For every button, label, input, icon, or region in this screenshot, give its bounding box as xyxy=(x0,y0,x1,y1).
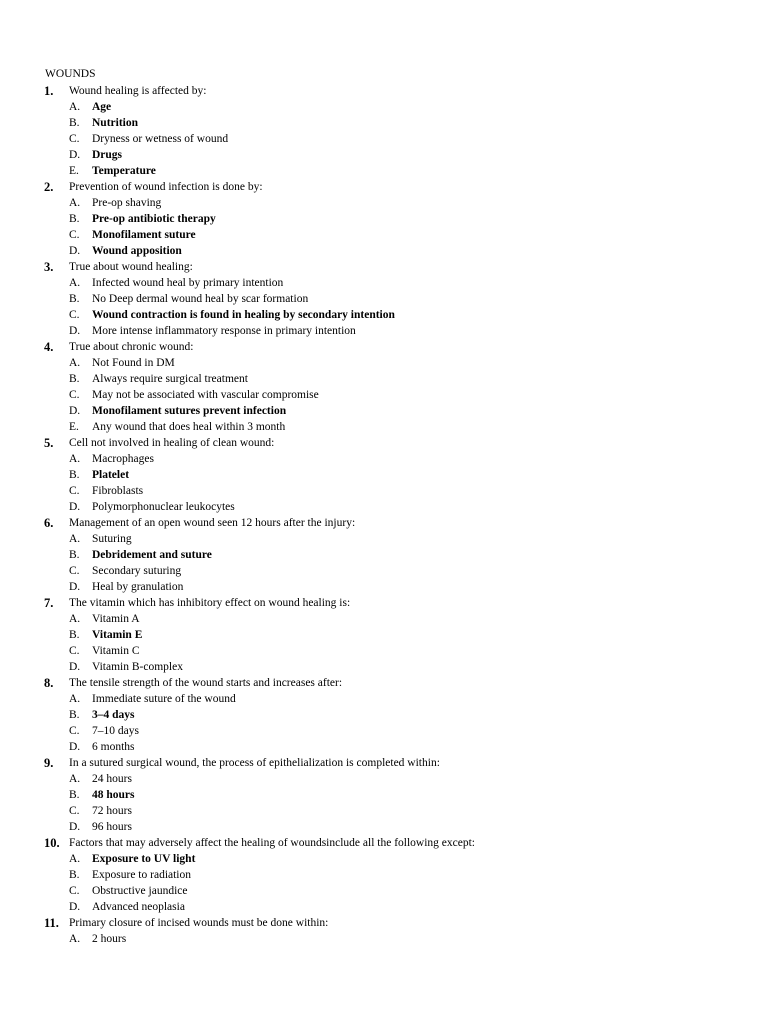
question-5 xyxy=(0,435,768,451)
option-letter: B. xyxy=(69,469,80,481)
option-letter: D. xyxy=(69,741,81,753)
answer-option xyxy=(0,99,768,115)
question-9 xyxy=(0,755,768,771)
option-letter: A. xyxy=(69,613,81,625)
option-text-highlighted: Temperature xyxy=(92,165,156,177)
answer-option xyxy=(0,499,768,515)
option-text-highlighted: Drugs xyxy=(92,149,123,161)
answer-option xyxy=(0,739,768,755)
answer-option xyxy=(0,643,768,659)
question-text: True about chronic wound: xyxy=(69,341,194,353)
option-letter: B. xyxy=(69,213,80,225)
option-text: Suturing xyxy=(92,533,132,545)
answer-option xyxy=(0,275,768,291)
answer-option xyxy=(0,627,768,643)
option-text: Not Found in DM xyxy=(92,357,175,369)
answer-option xyxy=(0,387,768,403)
question-3 xyxy=(0,259,768,275)
answer-option xyxy=(0,243,768,259)
option-text-highlighted: Debridement and suture xyxy=(92,549,212,561)
option-letter: C. xyxy=(69,885,80,897)
option-text: 7–10 days xyxy=(92,725,139,737)
answer-option xyxy=(0,899,768,915)
question-list xyxy=(0,83,768,947)
option-text-highlighted: Monofilament sutures prevent infection xyxy=(92,405,287,417)
option-letter: B. xyxy=(69,549,80,561)
option-text-highlighted: Exposure to UV light xyxy=(92,853,196,865)
option-text-highlighted: Platelet xyxy=(92,469,130,481)
option-text: Heal by granulation xyxy=(92,581,184,593)
option-text-highlighted: Pre-op antibiotic therapy xyxy=(92,213,216,225)
option-text: Dryness or wetness of wound xyxy=(92,133,229,145)
option-letter: B. xyxy=(69,373,80,385)
option-text: Obstructive jaundice xyxy=(92,885,188,897)
option-letter: D. xyxy=(69,901,81,913)
option-text: Fibroblasts xyxy=(92,485,144,497)
answer-option xyxy=(0,819,768,835)
answer-option xyxy=(0,787,768,803)
question-number: 2. xyxy=(44,180,54,194)
answer-option xyxy=(0,931,768,947)
option-text-highlighted: Monofilament suture xyxy=(92,229,196,241)
option-letter: D. xyxy=(69,325,81,337)
question-number: 8. xyxy=(44,676,54,690)
option-letter: C. xyxy=(69,309,80,321)
option-text: Exposure to radiation xyxy=(92,869,192,881)
option-text-highlighted: Vitamin E xyxy=(92,629,143,641)
option-text: Infected wound heal by primary intention xyxy=(92,277,284,289)
option-letter: E. xyxy=(69,165,79,177)
option-text: Macrophages xyxy=(92,453,154,465)
question-11 xyxy=(0,915,768,931)
option-letter: D. xyxy=(69,245,81,257)
option-letter: E. xyxy=(69,421,79,433)
option-text-highlighted: Wound contraction is found in healing by secondary intention xyxy=(92,309,395,321)
option-letter: D. xyxy=(69,405,81,417)
option-letter: D. xyxy=(69,501,81,513)
option-text: Vitamin A xyxy=(92,613,140,625)
answer-option xyxy=(0,131,768,147)
document-title: WOUNDS xyxy=(45,68,96,80)
option-text-highlighted: 3–4 days xyxy=(92,709,135,721)
question-number: 7. xyxy=(44,596,54,610)
option-text: Polymorphonuclear leukocytes xyxy=(92,501,235,513)
answer-option xyxy=(0,803,768,819)
option-text: No Deep dermal wound heal by scar formation xyxy=(92,293,309,305)
question-6 xyxy=(0,515,768,531)
answer-option xyxy=(0,611,768,627)
option-letter: D. xyxy=(69,661,81,673)
option-text: May not be associated with vascular compromise xyxy=(92,389,319,401)
option-text: Immediate suture of the wound xyxy=(92,693,236,705)
question-text: Factors that may adversely affect the healing of woundsinclude all the following except: xyxy=(69,837,475,849)
option-letter: C. xyxy=(69,805,80,817)
answer-option xyxy=(0,307,768,323)
option-text: 96 hours xyxy=(92,821,132,833)
option-text: Vitamin C xyxy=(92,645,140,657)
answer-option xyxy=(0,563,768,579)
answer-option xyxy=(0,723,768,739)
option-text-highlighted: 48 hours xyxy=(92,789,135,801)
answer-option xyxy=(0,579,768,595)
option-text: Secondary suturing xyxy=(92,565,182,577)
answer-option xyxy=(0,355,768,371)
option-letter: D. xyxy=(69,821,81,833)
option-letter: B. xyxy=(69,789,80,801)
question-8 xyxy=(0,675,768,691)
option-letter: C. xyxy=(69,389,80,401)
option-letter: C. xyxy=(69,725,80,737)
option-text: More intense inflammatory response in primary intention xyxy=(92,325,356,337)
option-letter: C. xyxy=(69,645,80,657)
answer-option xyxy=(0,483,768,499)
option-letter: C. xyxy=(69,229,80,241)
option-text-highlighted: Age xyxy=(92,101,112,113)
question-text: Management of an open wound seen 12 hours after the injury: xyxy=(69,517,356,529)
option-text-highlighted: Wound apposition xyxy=(92,245,182,257)
answer-option xyxy=(0,659,768,675)
question-text: True about wound healing: xyxy=(69,261,193,273)
option-letter: C. xyxy=(69,565,80,577)
option-letter: A. xyxy=(69,933,81,945)
option-letter: A. xyxy=(69,277,81,289)
option-letter: A. xyxy=(69,693,81,705)
option-text: 2 hours xyxy=(92,933,127,945)
question-number: 6. xyxy=(44,516,54,530)
answer-option xyxy=(0,403,768,419)
answer-option xyxy=(0,163,768,179)
option-text: Pre-op shaving xyxy=(92,197,162,209)
option-letter: A. xyxy=(69,853,81,865)
answer-option xyxy=(0,371,768,387)
option-letter: A. xyxy=(69,773,81,785)
option-letter: B. xyxy=(69,293,80,305)
option-letter: A. xyxy=(69,533,81,545)
answer-option xyxy=(0,451,768,467)
option-text-highlighted: Nutrition xyxy=(92,117,138,129)
answer-option xyxy=(0,691,768,707)
question-text: Primary closure of incised wounds must be done within: xyxy=(69,917,329,929)
option-letter: B. xyxy=(69,117,80,129)
answer-option xyxy=(0,867,768,883)
option-text: Advanced neoplasia xyxy=(92,901,185,913)
question-text: Prevention of wound infection is done by: xyxy=(69,181,263,193)
question-1 xyxy=(0,83,768,99)
option-letter: A. xyxy=(69,197,81,209)
question-text: Wound healing is affected by: xyxy=(69,85,207,97)
option-letter: D. xyxy=(69,149,81,161)
option-letter: A. xyxy=(69,453,81,465)
option-text: 72 hours xyxy=(92,805,132,817)
question-number: 4. xyxy=(44,340,54,354)
answer-option xyxy=(0,707,768,723)
question-number: 3. xyxy=(44,260,54,274)
answer-option xyxy=(0,323,768,339)
answer-option xyxy=(0,227,768,243)
question-2 xyxy=(0,179,768,195)
document-page xyxy=(0,66,768,947)
answer-option xyxy=(0,771,768,787)
question-number: 9. xyxy=(44,756,54,770)
question-text: The vitamin which has inhibitory effect on wound healing is: xyxy=(69,597,351,609)
question-number: 5. xyxy=(44,436,54,450)
answer-option xyxy=(0,115,768,131)
option-letter: B. xyxy=(69,629,80,641)
option-letter: A. xyxy=(69,357,81,369)
option-text: 6 months xyxy=(92,741,135,753)
answer-option xyxy=(0,291,768,307)
option-letter: B. xyxy=(69,869,80,881)
option-letter: A. xyxy=(69,101,81,113)
answer-option xyxy=(0,547,768,563)
option-text: 24 hours xyxy=(92,773,132,785)
answer-option xyxy=(0,419,768,435)
option-letter: C. xyxy=(69,133,80,145)
question-text: The tensile strength of the wound starts and increases after: xyxy=(69,677,343,689)
option-letter: D. xyxy=(69,581,81,593)
answer-option xyxy=(0,211,768,227)
option-letter: C. xyxy=(69,485,80,497)
answer-option xyxy=(0,531,768,547)
answer-option xyxy=(0,883,768,899)
question-10 xyxy=(0,835,768,851)
question-number: 10. xyxy=(44,836,60,850)
question-4 xyxy=(0,339,768,355)
option-text: Vitamin B-complex xyxy=(92,661,183,673)
option-text: Any wound that does heal within 3 month xyxy=(92,421,286,433)
option-text: Always require surgical treatment xyxy=(92,373,248,385)
question-text: In a sutured surgical wound, the process of epithelialization is completed within: xyxy=(69,757,440,769)
question-text: Cell not involved in healing of clean wound: xyxy=(69,437,275,449)
option-letter: B. xyxy=(69,709,80,721)
answer-option xyxy=(0,195,768,211)
answer-option xyxy=(0,467,768,483)
question-7 xyxy=(0,595,768,611)
question-number: 11. xyxy=(44,916,59,930)
question-number: 1. xyxy=(44,84,54,98)
answer-option xyxy=(0,851,768,867)
answer-option xyxy=(0,147,768,163)
